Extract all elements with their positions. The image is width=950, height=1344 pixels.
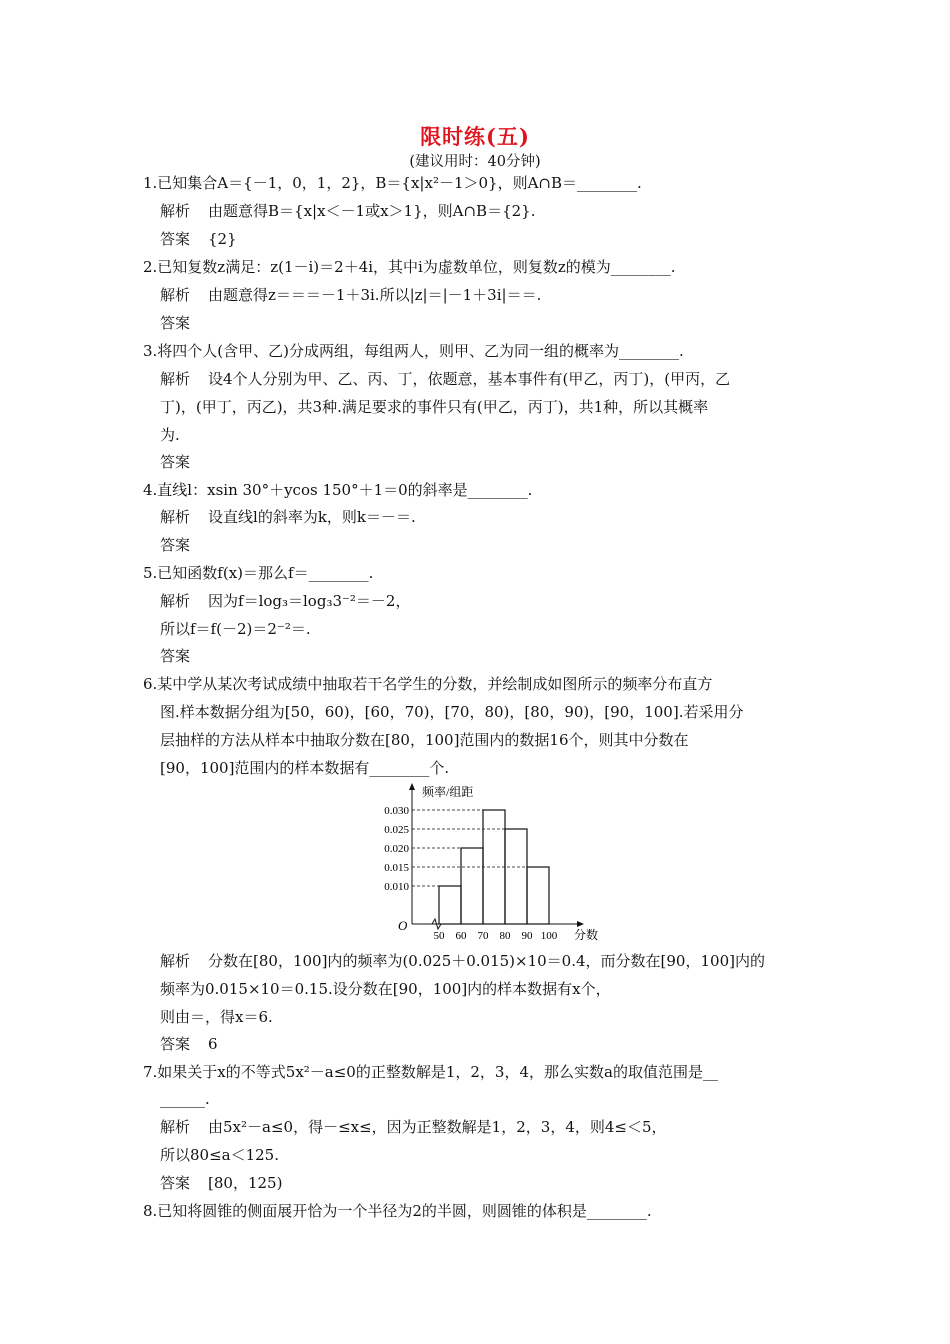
q4-answer [160, 535, 208, 555]
q1-stem: 1.已知集合A＝{－1，0，1，2}，B＝{x|x²－1＞0}，则A∩B＝________. [143, 174, 642, 192]
q1-analysis [160, 201, 535, 221]
frequency-histogram [362, 780, 602, 945]
q7-analysis-text-2: 所以80≤a＜125. [160, 1146, 279, 1164]
x-axis-label: 分数 [573, 928, 599, 942]
x-axis-arrow [577, 921, 584, 927]
q2-analysis-text: 由题意得z＝＝＝－1＋3i.所以|z|＝|－1＋3i|＝＝. [208, 286, 542, 304]
analysis-label: 解析 [160, 202, 191, 220]
answer-label: 答案 [160, 1035, 191, 1053]
q7-stem-2: ______. [160, 1090, 210, 1108]
q1-answer [160, 229, 237, 249]
analysis-label: 解析 [160, 1118, 191, 1136]
histogram-bar [461, 848, 483, 924]
q3-analysis [160, 369, 730, 389]
analysis-label: 解析 [160, 952, 191, 970]
q6-stem-4: [90，100]范围内的样本数据有________个. [160, 759, 450, 777]
y-axis-label: 频率/组距 [422, 785, 474, 799]
answer-label: 答案 [160, 1174, 191, 1192]
histogram-bar [527, 867, 549, 924]
y-tick-label: 0.030 [384, 805, 409, 817]
q6-analysis-text-1: 分数在[80，100]内的频率为(0.025＋0.015)×10＝0.4，而分数在[90，100]内的 [208, 952, 765, 970]
analysis-label: 解析 [160, 592, 191, 610]
q2-answer [160, 313, 208, 333]
q5-answer [160, 646, 208, 666]
q5-analysis-text-1: 因为f＝log₃＝log₃3⁻²＝－2， [208, 592, 411, 610]
page-title: 限时练(五) [420, 124, 530, 149]
analysis-label: 解析 [160, 370, 191, 388]
q7-stem-1: 7.如果关于x的不等式5x²－a≤0的正整数解是1，2，3，4，那么实数a的取值范围是__ [143, 1063, 718, 1081]
q4-stem: 4.直线l：xsin 30°＋ycos 150°＋1＝0的斜率是________. [143, 481, 533, 499]
answer-label: 答案 [160, 453, 191, 471]
origin-label: O [398, 918, 408, 933]
q5-analysis-text-2: 所以f＝f(－2)＝2⁻²＝. [160, 620, 311, 638]
q2-analysis [160, 285, 541, 305]
q6-analysis-text-3: 则由＝，得x＝6. [160, 1008, 273, 1026]
q6-answer [160, 1034, 218, 1054]
y-tick-label: 0.025 [384, 824, 409, 836]
answer-label: 答案 [160, 230, 191, 248]
q1-analysis-text: 由题意得B＝{x|x＜－1或x＞1}，则A∩B＝{2}. [208, 202, 536, 220]
q7-answer [160, 1173, 282, 1193]
q8-stem: 8.已知将圆锥的侧面展开恰为一个半径为2的半圆，则圆锥的体积是________. [143, 1202, 652, 1220]
analysis-label: 解析 [160, 508, 191, 526]
y-tick-label: 0.010 [384, 881, 409, 893]
q4-analysis [160, 507, 416, 527]
q3-analysis-text-2: 丁)，(甲丁，丙乙)，共3种.满足要求的事件只有(甲乙，丙丁)，共1种，所以其概率 [160, 398, 709, 416]
q6-stem-2: 图.样本数据分组为[50，60)，[60，70)，[70，80)，[80，90)，[90，100].若采用分 [160, 703, 744, 721]
x-tick-label: 60 [455, 930, 467, 942]
answer-label: 答案 [160, 314, 191, 332]
q7-analysis-text-1: 由5x²－a≤0，得－≤x≤，因为正整数解是1，2，3，4，则4≤＜5， [208, 1118, 667, 1136]
y-tick-label: 0.020 [384, 843, 409, 855]
q5-stem: 5.已知函数f(x)＝那么f＝________. [143, 564, 374, 582]
x-tick-label: 100 [540, 930, 558, 942]
histogram-bar [439, 886, 461, 924]
x-tick-label: 90 [521, 930, 533, 942]
y-tick-label: 0.015 [384, 862, 409, 874]
histogram-bar [505, 829, 527, 924]
q3-analysis-text-3: 为. [160, 426, 180, 444]
q6-answer-text: 6 [208, 1035, 218, 1053]
analysis-label: 解析 [160, 286, 191, 304]
q6-stem-1: 6.某中学从某次考试成绩中抽取若干名学生的分数，并绘制成如图所示的频率分布直方 [143, 675, 713, 693]
q7-analysis [160, 1117, 667, 1137]
answer-label: 答案 [160, 647, 191, 665]
x-tick-label: 80 [499, 930, 511, 942]
answer-label: 答案 [160, 536, 191, 554]
q4-analysis-text: 设直线l的斜率为k，则k＝－＝. [208, 508, 416, 526]
q7-answer-text: [80，125) [208, 1174, 283, 1192]
y-axis-arrow [409, 783, 415, 790]
page-subtitle: (建议用时：40分钟) [409, 154, 541, 170]
q3-answer [160, 452, 208, 472]
q6-analysis-text-2: 频率为0.015×10＝0.15.设分数在[90，100]内的样本数据有x个， [160, 980, 611, 998]
q6-stem-3: 层抽样的方法从样本中抽取分数在[80，100]范围内的数据16个，则其中分数在 [160, 731, 689, 749]
q5-analysis [160, 591, 410, 611]
q1-answer-text: {2} [208, 230, 237, 248]
q3-stem: 3.将四个人(含甲、乙)分成两组，每组两人，则甲、乙为同一组的概率为________. [143, 342, 684, 360]
x-tick-label: 50 [433, 930, 445, 942]
q3-analysis-text-1: 设4个人分别为甲、乙、丙、丁，依题意，基本事件有(甲乙，丙丁)，(甲丙，乙 [208, 370, 731, 388]
q6-analysis [160, 951, 765, 971]
q2-stem: 2.已知复数z满足：z(1－i)＝2＋4i，其中i为虚数单位，则复数z的模为________. [143, 258, 676, 276]
x-tick-label: 70 [477, 930, 489, 942]
